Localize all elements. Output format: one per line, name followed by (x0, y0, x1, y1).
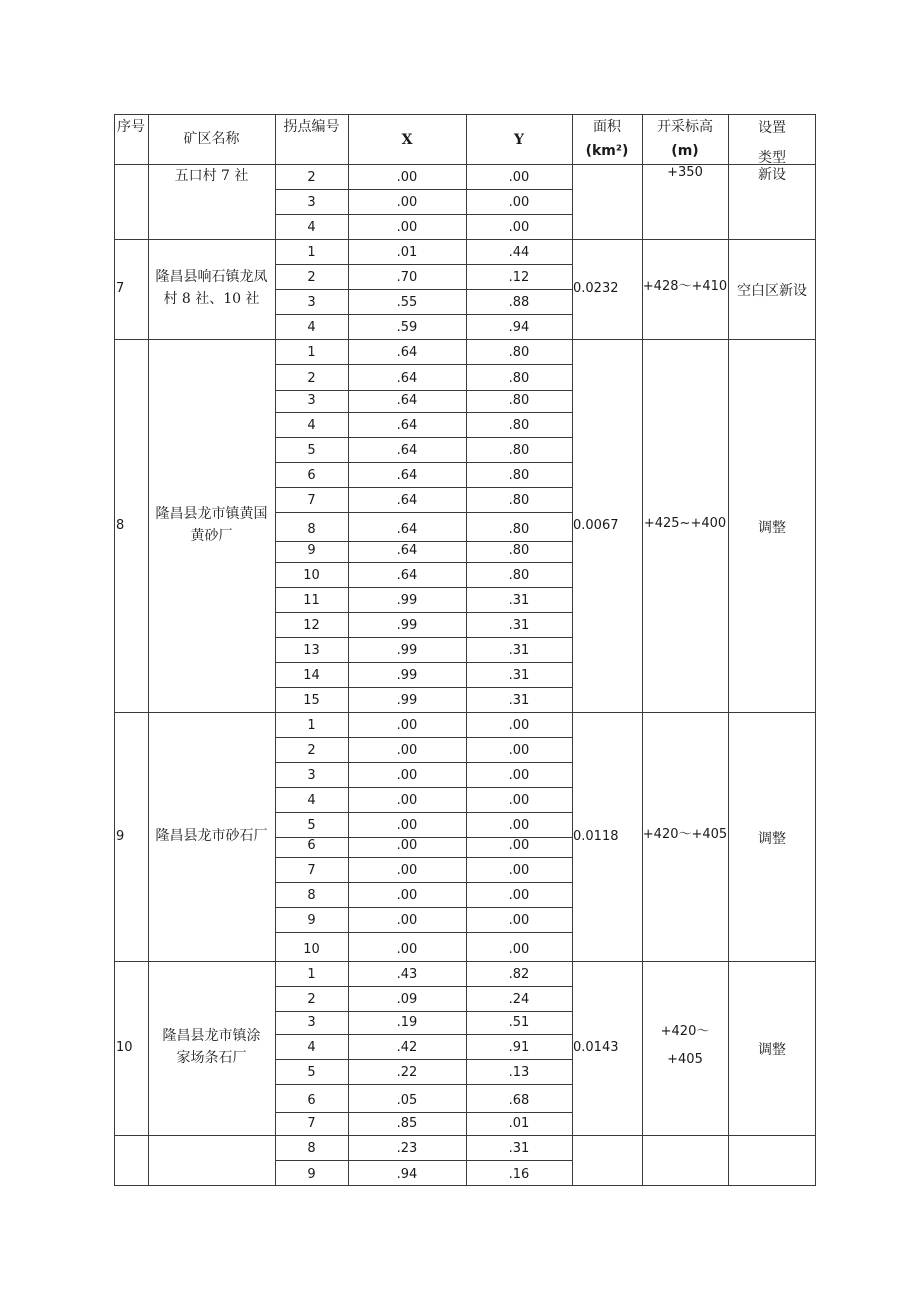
setting-type: 调整 (758, 519, 786, 536)
mine-name: 五口村 7 社 (174, 168, 249, 184)
column-divider (572, 114, 573, 1186)
mining-elevation: +420～ (660, 1024, 710, 1039)
mine-seq: 9 (116, 828, 125, 844)
point-number: 3 (307, 768, 316, 783)
coord-y: .31 (508, 693, 530, 708)
coord-x: .85 (396, 1116, 418, 1131)
coord-x: .64 (396, 543, 418, 558)
row-divider (275, 882, 572, 883)
coord-x: .00 (396, 718, 418, 733)
coord-x: .00 (396, 768, 418, 783)
header-seq: 序号 (117, 119, 145, 135)
coord-y: .80 (508, 393, 530, 408)
point-number: 6 (307, 838, 316, 853)
header-type: 设置 (758, 120, 786, 136)
header-point: 拐点编号 (283, 119, 340, 135)
row-divider (275, 662, 572, 663)
coord-y: .00 (508, 718, 530, 733)
point-number: 15 (303, 693, 320, 708)
point-number: 2 (307, 270, 316, 285)
row-divider (275, 986, 572, 987)
coord-x: .55 (396, 295, 418, 310)
coord-y: .91 (508, 1040, 530, 1055)
setting-type: 调整 (758, 830, 786, 847)
coord-y: .94 (508, 320, 530, 335)
coord-y: .31 (508, 643, 530, 658)
coord-x: .43 (396, 967, 418, 982)
point-number: 3 (307, 195, 316, 210)
setting-type: 新设 (758, 167, 786, 183)
coord-x: .64 (396, 443, 418, 458)
row-divider (275, 314, 572, 315)
point-number: 3 (307, 393, 316, 408)
group-divider (114, 712, 816, 713)
row-divider (275, 437, 572, 438)
row-divider (275, 562, 572, 563)
row-divider (275, 687, 572, 688)
coord-x: .99 (396, 643, 418, 658)
coord-y: .80 (508, 418, 530, 433)
header-area: 面积 (593, 119, 621, 135)
coord-y: .00 (508, 838, 530, 853)
mine-name: 村 8 社、10 社 (163, 291, 260, 307)
coord-y: .80 (508, 522, 530, 537)
row-divider (275, 932, 572, 933)
point-number: 1 (307, 345, 316, 360)
coord-x: .00 (396, 838, 418, 853)
row-divider (275, 907, 572, 908)
row-divider (275, 787, 572, 788)
mining-elevation: +428～+410 (642, 279, 728, 294)
coord-y: .16 (508, 1167, 530, 1182)
coord-y: .44 (508, 245, 530, 260)
mine-name: 隆昌县龙市镇黄国 (155, 505, 268, 522)
point-number: 14 (303, 668, 320, 683)
coord-x: .00 (396, 863, 418, 878)
coord-x: .99 (396, 668, 418, 683)
row-divider (275, 364, 572, 365)
coord-x: .09 (396, 992, 418, 1007)
coord-x: .99 (396, 693, 418, 708)
coord-x: .42 (396, 1040, 418, 1055)
coord-x: .59 (396, 320, 418, 335)
coord-y: .00 (508, 220, 530, 235)
coord-y: .80 (508, 568, 530, 583)
coord-x: .64 (396, 371, 418, 386)
coord-y: .24 (508, 992, 530, 1007)
mining-elevation: +425~+400 (643, 515, 727, 531)
point-number: 4 (307, 418, 316, 433)
coord-x: .64 (396, 568, 418, 583)
coord-x: .64 (396, 493, 418, 508)
coord-y: .00 (508, 863, 530, 878)
point-number: 4 (307, 793, 316, 808)
point-number: 7 (307, 493, 316, 508)
mine-seq: 10 (116, 1040, 133, 1055)
point-number: 1 (307, 245, 316, 260)
point-number: 7 (307, 1116, 316, 1131)
coord-x: .64 (396, 418, 418, 433)
row-divider (275, 737, 572, 738)
coord-y: .80 (508, 371, 530, 386)
mining-elevation: +350 (667, 165, 703, 180)
point-number: 10 (303, 568, 320, 583)
point-number: 13 (303, 643, 320, 658)
setting-type: 空白区新设 (737, 283, 807, 299)
mine-name: 隆昌县龙市镇涂 (162, 1028, 261, 1044)
coord-x: .64 (396, 345, 418, 360)
point-number: 11 (303, 593, 320, 608)
header-elevation-unit: (m) (671, 143, 699, 159)
coord-x: .19 (396, 1015, 418, 1030)
coord-y: .68 (508, 1093, 530, 1108)
row-divider (275, 264, 572, 265)
header-area-unit: (km²) (585, 143, 629, 159)
coord-x: .99 (396, 593, 418, 608)
coord-y: .12 (508, 270, 530, 285)
point-number: 8 (307, 522, 316, 537)
coord-y: .80 (508, 543, 530, 558)
point-number: 2 (307, 992, 316, 1007)
group-divider (114, 239, 816, 240)
coord-y: .00 (508, 913, 530, 928)
row-divider (275, 812, 572, 813)
header-type-2: 类型 (758, 150, 786, 166)
header-name: 矿区名称 (183, 131, 240, 147)
coord-y: .00 (508, 743, 530, 758)
row-divider (275, 1160, 572, 1161)
point-number: 4 (307, 320, 316, 335)
point-number: 7 (307, 863, 316, 878)
coord-x: .94 (396, 1167, 418, 1182)
coord-y: .00 (508, 195, 530, 210)
coord-x: .00 (396, 195, 418, 210)
point-number: 1 (307, 967, 316, 982)
coord-y: .31 (508, 668, 530, 683)
coord-y: .13 (508, 1065, 530, 1080)
point-number: 2 (307, 743, 316, 758)
coord-y: .00 (508, 170, 530, 185)
point-number: 5 (307, 1065, 316, 1080)
column-divider (728, 114, 729, 1186)
point-number: 9 (307, 913, 316, 928)
point-number: 9 (307, 1167, 316, 1182)
point-number: 3 (307, 1015, 316, 1030)
coord-y: .31 (508, 618, 530, 633)
row-divider (275, 412, 572, 413)
coord-x: .22 (396, 1065, 418, 1080)
point-number: 5 (307, 818, 316, 833)
coord-y: .00 (508, 768, 530, 783)
coord-y: .80 (508, 493, 530, 508)
coord-x: .00 (396, 793, 418, 808)
mine-seq: 7 (116, 281, 125, 296)
coord-x: .05 (396, 1093, 418, 1108)
mine-area: 0.0118 (573, 828, 619, 844)
coord-x: .64 (396, 522, 418, 537)
coord-x: .00 (396, 170, 418, 185)
coord-y: .31 (508, 1141, 530, 1156)
point-number: 8 (307, 888, 316, 903)
point-number: 8 (307, 1141, 316, 1156)
row-divider (275, 612, 572, 613)
coord-y: .01 (508, 1116, 530, 1131)
header-elevation: 开采标高 (657, 119, 713, 135)
coord-x: .00 (396, 942, 418, 957)
coord-y: .00 (508, 942, 530, 957)
point-number: 4 (307, 220, 316, 235)
coord-x: .00 (396, 743, 418, 758)
coord-x: .99 (396, 618, 418, 633)
row-divider (275, 214, 572, 215)
coord-x: .64 (396, 468, 418, 483)
coord-y: .80 (508, 345, 530, 360)
row-divider (275, 1011, 572, 1012)
coord-y: .88 (508, 295, 530, 310)
row-divider (275, 857, 572, 858)
coord-x: .00 (396, 818, 418, 833)
point-number: 12 (303, 618, 320, 633)
row-divider (275, 637, 572, 638)
coord-y: .31 (508, 593, 530, 608)
point-number: 3 (307, 295, 316, 310)
coord-y: .80 (508, 443, 530, 458)
coord-x: .00 (396, 913, 418, 928)
group-divider (114, 1135, 816, 1136)
coord-y: .00 (508, 888, 530, 903)
mining-elevation: +420～+405 (642, 826, 728, 842)
point-number: 5 (307, 443, 316, 458)
mine-name: 隆昌县龙市砂石厂 (155, 827, 268, 844)
mine-name: 家场条石厂 (176, 1050, 247, 1066)
row-divider (275, 487, 572, 488)
coord-x: .01 (396, 245, 418, 260)
coord-x: .00 (396, 888, 418, 903)
group-divider (114, 339, 816, 340)
row-divider (275, 512, 572, 513)
coord-y: .82 (508, 967, 530, 982)
point-number: 1 (307, 718, 316, 733)
row-divider (275, 587, 572, 588)
header-x: X (401, 132, 413, 148)
point-number: 10 (303, 942, 320, 957)
coord-x: .23 (396, 1141, 418, 1156)
mine-area: 0.0067 (573, 517, 619, 533)
mine-area: 0.0143 (573, 1040, 619, 1055)
row-divider (275, 289, 572, 290)
coord-y: .80 (508, 468, 530, 483)
row-divider (275, 1034, 572, 1035)
mine-name: 黄砂厂 (190, 527, 233, 544)
mining-elevation: +405 (667, 1052, 703, 1067)
coord-y: .00 (508, 793, 530, 808)
point-number: 2 (307, 371, 316, 386)
mine-area: 0.0232 (573, 281, 619, 296)
row-divider (275, 1084, 572, 1085)
point-number: 9 (307, 543, 316, 558)
header-y: Y (514, 132, 524, 148)
coord-x: .00 (396, 220, 418, 235)
mine-seq: 8 (116, 517, 125, 533)
group-divider (114, 961, 816, 962)
coord-y: .00 (508, 818, 530, 833)
point-number: 4 (307, 1040, 316, 1055)
row-divider (275, 189, 572, 190)
mine-name: 隆昌县响石镇龙凤 (155, 269, 268, 285)
row-divider (275, 462, 572, 463)
coord-x: .70 (396, 270, 418, 285)
point-number: 6 (307, 1093, 316, 1108)
coord-x: .64 (396, 393, 418, 408)
point-number: 6 (307, 468, 316, 483)
setting-type: 调整 (758, 1042, 786, 1058)
row-divider (275, 1112, 572, 1113)
row-divider (275, 541, 572, 542)
point-number: 2 (307, 170, 316, 185)
row-divider (275, 1059, 572, 1060)
row-divider (275, 762, 572, 763)
coord-y: .51 (508, 1015, 530, 1030)
row-divider (275, 390, 572, 391)
